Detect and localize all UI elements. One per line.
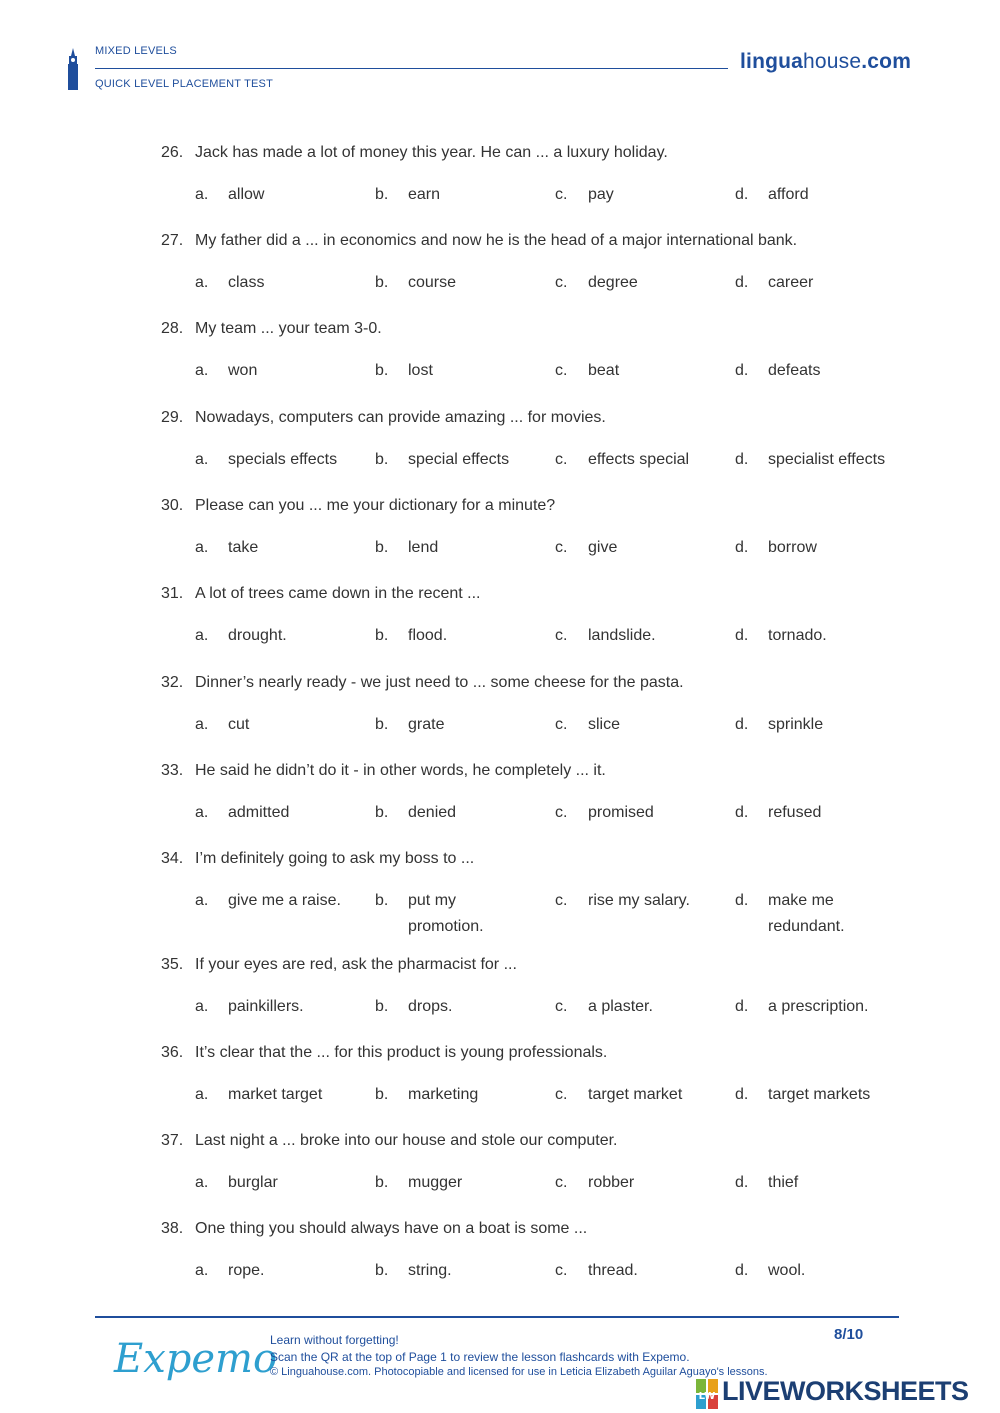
liveworksheets-watermark[interactable]: LIVEWORKSHEETS [722, 1376, 969, 1406]
option-letter: d. [735, 274, 749, 291]
option-text: specials effects [228, 451, 338, 468]
level-label: MIXED LEVELS [95, 45, 177, 57]
option-text: beat [588, 362, 620, 379]
question-text: Dinner’s nearly ready - we just need to ... some cheese for the pasta. [195, 674, 684, 691]
option-letter: b. [375, 451, 389, 468]
option-text: rope. [228, 1262, 265, 1279]
test-name-label: QUICK LEVEL PLACEMENT TEST [95, 78, 273, 90]
liveworksheets-badge-text: LW [698, 1391, 716, 1402]
option-letter: b. [375, 627, 389, 644]
footer-copyright: © Linguahouse.com. Photocopiable and licensed for use in Leticia Elizabeth Aguilar Aguayo's lessons. [270, 1366, 768, 1378]
option-text: target market [588, 1086, 683, 1103]
option-letter: a. [195, 451, 209, 468]
question-number: 26. [161, 144, 184, 161]
option-text: specialist effects [768, 451, 886, 468]
option-text: promised [588, 804, 654, 821]
option-letter: d. [735, 1174, 749, 1191]
option-letter: b. [375, 804, 389, 821]
option-letter: b. [375, 1174, 389, 1191]
option-text: earn [408, 186, 441, 203]
option-text: a plaster. [588, 998, 653, 1015]
option-text: drops. [408, 998, 453, 1015]
option-letter: d. [735, 892, 749, 909]
question-number: 29. [161, 409, 184, 426]
option-letter: a. [195, 274, 209, 291]
option-letter: a. [195, 1086, 209, 1103]
option-text: robber [588, 1174, 635, 1191]
option-letter: a. [195, 539, 209, 556]
option-letter: c. [555, 892, 568, 909]
option-text: slice [588, 716, 621, 733]
option-letter: b. [375, 362, 389, 379]
footer-qr-note: Scan the QR at the top of Page 1 to review the lesson flashcards with Expemo. [270, 1350, 690, 1364]
option-text: allow [228, 186, 265, 203]
option-letter: b. [375, 716, 389, 733]
option-text: won [228, 362, 258, 379]
brand-tld: .com [861, 50, 912, 73]
question-number: 27. [161, 232, 184, 249]
option-letter: c. [555, 627, 568, 644]
option-letter: a. [195, 892, 209, 909]
option-text: degree [588, 274, 638, 291]
option-letter: c. [555, 539, 568, 556]
question-number: 38. [161, 1220, 184, 1237]
linguahouse-logo[interactable] [740, 50, 911, 74]
option-text: sprinkle [768, 716, 824, 733]
option-text: make me redundant. [768, 892, 845, 935]
option-letter: d. [735, 539, 749, 556]
option-text: defeats [768, 362, 821, 379]
option-text: string. [408, 1262, 452, 1279]
question-text: If your eyes are red, ask the pharmacist for ... [195, 956, 517, 973]
option-letter: b. [375, 1086, 389, 1103]
option-letter: c. [555, 1262, 568, 1279]
expemo-logo-text: Expemo [114, 1336, 278, 1382]
option-letter: a. [195, 186, 209, 203]
option-letter: d. [735, 1262, 749, 1279]
option-letter: a. [195, 1262, 209, 1279]
question-text: My father did a ... in economics and now he is the head of a major international bank. [195, 232, 798, 249]
option-text: market target [228, 1086, 323, 1103]
option-text: a prescription. [768, 998, 869, 1015]
option-text: class [228, 274, 265, 291]
option-text: give me a raise. [228, 892, 341, 909]
option-text: mugger [408, 1174, 463, 1191]
option-text: effects special [588, 451, 690, 468]
option-letter: c. [555, 998, 568, 1015]
option-text: burglar [228, 1174, 278, 1191]
option-letter: b. [375, 186, 389, 203]
header-divider [95, 68, 728, 69]
question-number: 34. [161, 850, 184, 867]
page-number: 8/10 [834, 1326, 864, 1343]
option-text: special effects [408, 451, 510, 468]
option-text: refused [768, 804, 822, 821]
option-letter: c. [555, 1086, 568, 1103]
option-letter: c. [555, 1174, 568, 1191]
option-text: denied [408, 804, 457, 821]
option-letter: c. [555, 451, 568, 468]
option-text: pay [588, 186, 614, 203]
question-number: 33. [161, 762, 184, 779]
option-letter: d. [735, 998, 749, 1015]
option-letter: d. [735, 627, 749, 644]
question-number: 30. [161, 497, 184, 514]
question-text: It’s clear that the ... for this product is young professionals. [195, 1044, 608, 1061]
question-number: 32. [161, 674, 184, 691]
question-text: Jack has made a lot of money this year. He can ... a luxury holiday. [195, 144, 668, 161]
footer-tagline: Learn without forgetting! [270, 1333, 399, 1347]
option-letter: d. [735, 1086, 749, 1103]
option-letter: c. [555, 716, 568, 733]
option-text: afford [768, 186, 809, 203]
option-letter: a. [195, 627, 209, 644]
question-text: He said he didn’t do it - in other words, he completely ... it. [195, 762, 606, 779]
option-letter: a. [195, 804, 209, 821]
question-text: I’m definitely going to ask my boss to ... [195, 850, 475, 867]
option-text: give [588, 539, 618, 556]
option-text: wool. [768, 1262, 806, 1279]
question-text: One thing you should always have on a boat is some ... [195, 1220, 588, 1237]
option-text: painkillers. [228, 998, 304, 1015]
brand-light: house [803, 50, 862, 73]
option-text: target markets [768, 1086, 871, 1103]
option-text: tornado. [768, 627, 827, 644]
option-letter: a. [195, 716, 209, 733]
option-letter: b. [375, 998, 389, 1015]
option-text: admitted [228, 804, 290, 821]
option-letter: c. [555, 274, 568, 291]
option-text: take [228, 539, 259, 556]
liveworksheets-badge-icon [696, 1379, 718, 1409]
question-number: 37. [161, 1132, 184, 1149]
option-text: grate [408, 716, 445, 733]
option-text: course [408, 274, 457, 291]
brand-bold: lingua [740, 50, 804, 73]
footer-divider [95, 1316, 899, 1318]
question-text: A lot of trees came down in the recent ... [195, 585, 481, 602]
option-text: lend [408, 539, 439, 556]
option-text: flood. [408, 627, 448, 644]
expemo-logo[interactable] [112, 1326, 278, 1396]
option-text: put my promotion. [408, 892, 484, 935]
question-number: 36. [161, 1044, 184, 1061]
option-letter: c. [555, 362, 568, 379]
option-letter: c. [555, 804, 568, 821]
option-letter: a. [195, 362, 209, 379]
option-letter: d. [735, 362, 749, 379]
question-text: Last night a ... broke into our house and stole our computer. [195, 1132, 618, 1149]
option-letter: b. [375, 274, 389, 291]
option-letter: b. [375, 892, 389, 909]
option-text: thread. [588, 1262, 638, 1279]
option-letter: d. [735, 451, 749, 468]
question-text: Nowadays, computers can provide amazing ... for movies. [195, 409, 606, 426]
option-text: career [768, 274, 814, 291]
option-text: rise my salary. [588, 892, 690, 909]
big-ben-tower-icon [66, 48, 80, 90]
option-text: thief [768, 1174, 799, 1191]
option-letter: d. [735, 804, 749, 821]
question-text: My team ... your team 3-0. [195, 320, 382, 337]
question-number: 31. [161, 585, 184, 602]
option-text: lost [408, 362, 433, 379]
option-letter: d. [735, 186, 749, 203]
option-text: landslide. [588, 627, 656, 644]
option-letter: b. [375, 1262, 389, 1279]
option-text: marketing [408, 1086, 479, 1103]
option-letter: c. [555, 186, 568, 203]
option-letter: b. [375, 539, 389, 556]
option-text: borrow [768, 539, 817, 556]
option-letter: a. [195, 1174, 209, 1191]
question-number: 35. [161, 956, 184, 973]
option-letter: d. [735, 716, 749, 733]
option-letter: a. [195, 998, 209, 1015]
question-text: Please can you ... me your dictionary for a minute? [195, 497, 556, 514]
option-text: drought. [228, 627, 287, 644]
option-text: cut [228, 716, 250, 733]
question-number: 28. [161, 320, 184, 337]
